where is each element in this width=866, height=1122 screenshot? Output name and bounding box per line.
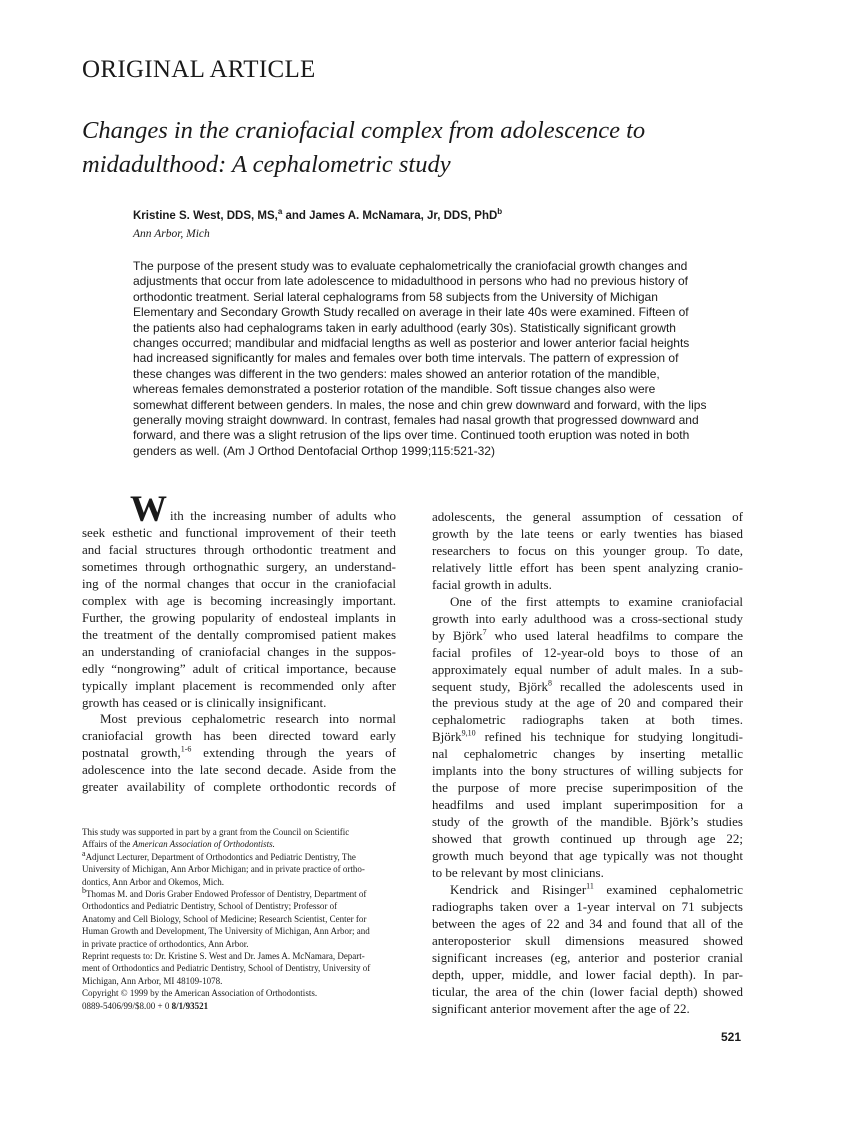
drop-cap: W — [130, 489, 167, 530]
abstract-line: genders as well. (Am J Orthod Dentofacial Orthop 1999;115:521-32) — [133, 443, 495, 458]
body-text: sequent study, Björk — [432, 678, 548, 694]
abstract-line: had increased significantly for males and females over both time intervals. The pattern of expression of — [133, 351, 679, 366]
body-line-with-citation — [432, 679, 743, 696]
body-text: examined cephalometric — [606, 881, 743, 897]
body-line-with-citation — [432, 729, 743, 746]
body-line: Most previous cephalometric research into normal — [100, 711, 396, 727]
affiliation-marker-b: b — [497, 207, 503, 217]
abstract — [133, 259, 745, 459]
footnotes — [82, 826, 398, 1012]
body-line: the purpose of more precise superimposition of the — [432, 780, 743, 796]
citation[interactable]: 9,10 — [461, 729, 476, 739]
body-line: implants into the bony structures of willing subjects for — [432, 763, 743, 779]
body-line: to be relevant by most clinicians. — [432, 865, 604, 881]
body-text: extending through the years of — [191, 745, 397, 761]
abstract-line: generally moving straight downward. In contrast, females had nasal growth that progressed downward and — [133, 413, 699, 428]
author-2: and James A. McNamara, Jr, DDS, PhD — [285, 210, 498, 222]
body-line: between the ages of 22 and 34 and found that all of the — [432, 915, 743, 931]
body-line: study of the growth of the mandible. Björk’s studies — [432, 814, 743, 830]
abstract-line: orthodontic treatment. Serial lateral cephalograms from 58 subjects from the University of Michigan — [133, 289, 658, 304]
body-text: refined his technique for studying longitudi- — [484, 729, 744, 745]
body-text: postnatal growth, — [82, 745, 181, 761]
body-line: adolescence into the late second decade. Aside from the — [82, 762, 396, 778]
body-line: relatively little effort has been spent analyzing cranio- — [432, 559, 743, 575]
affiliation-marker-a: a — [277, 207, 283, 217]
citation[interactable]: 7 — [482, 627, 487, 637]
citation[interactable]: 1-6 — [180, 745, 192, 755]
footnote-text: Thomas M. and Doris Graber Endowed Professor of Dentistry, Department of — [86, 889, 367, 900]
body-line-with-citation — [432, 628, 743, 645]
abstract-line: Elementary and Secondary Growth Study recalled on average in their late 40s were examined. Fifteen of — [133, 305, 689, 320]
body-line: an understanding of craniofacial changes in the suppos- — [82, 643, 396, 659]
body-line: facial profiles of 12-year-old boys to those of an — [432, 644, 743, 660]
footnote-line — [82, 888, 398, 900]
body-line: growth into early adulthood was a cross-sectional study — [432, 610, 743, 626]
body-line: adolescents, the general assumption of cessation of — [432, 509, 743, 524]
author-list — [133, 207, 503, 222]
body-line: cephalometric radiographs taken at both times. — [432, 712, 743, 728]
title-line: midadulthood: A cephalometric study — [82, 151, 451, 178]
abstract-line: somewhat different between genders. In males, the nose and chin grew downward and forward, with the lips — [133, 397, 707, 412]
footnote-text: Affairs of the — [82, 839, 133, 850]
abstract-line: forward, and there was a slight retrusion of the lips over time. Continued tooth eruption was noted in both — [133, 428, 690, 443]
abstract-line: changes occurred; mandibular and midfacial lengths as well as posterior and lower anterior facial heights — [133, 336, 690, 351]
body-column-right — [432, 509, 743, 1018]
footnote-line: This study was supported in part by a grant from the Council on Scientific — [82, 827, 350, 837]
footnote-line: University of Michigan, Ann Arbor Michigan; and in private practice of ortho- — [82, 864, 365, 875]
footnote-line: Anatomy and Cell Biology, School of Medicine; Research Scientist, Center for — [82, 913, 367, 924]
body-line: significant anterior movement after the age of 22. — [432, 1000, 690, 1016]
body-line: radiographs taken over a 1-year interval on 71 subjects — [432, 898, 743, 914]
author-location: Ann Arbor, Mich — [133, 228, 210, 240]
article-code: 8/1/93521 — [171, 1000, 209, 1011]
body-line: sometimes through orthognathic surgery, an understand- — [82, 558, 396, 574]
abstract-line: adjustments that occur from late adolescence to midadulthood in persons who had no previous history of — [133, 274, 688, 289]
body-line: ith the increasing number of adults who — [170, 508, 396, 523]
body-text: Kendrick and Risinger — [450, 881, 587, 897]
body-line: approximately equal number of adult males. In a sub- — [432, 661, 743, 677]
footnote-line: Human Growth and Development, The University of Michigan, Ann Arbor; and — [82, 926, 370, 937]
body-line: nal cephalometric changes by inserting metallic — [432, 746, 743, 762]
body-line: typically implant placement is recommended only after — [82, 677, 396, 693]
body-line: showed that growth continued up through age 22; — [432, 831, 743, 847]
abstract-line: these changes was different in the two genders: males showed an anterior rotation of the mandible, — [133, 366, 660, 381]
body-line: edly “nongrowing” adult of critical importance, because — [82, 660, 396, 676]
footnote-text-italic: American Association of Orthodontists. — [132, 839, 275, 850]
footnote-line: Michigan, Ann Arbor, MI 48109-1078. — [82, 975, 223, 986]
body-line: complex with age is becoming increasingly important. — [82, 592, 396, 608]
body-line: depth, upper, middle, and lower facial depth). In par- — [432, 966, 743, 982]
section-label: ORIGINAL ARTICLE — [82, 56, 316, 83]
citation[interactable]: 8 — [547, 678, 552, 688]
body-line: researchers to focus on this younger group. To date, — [432, 542, 743, 558]
footnote-line: ment of Orthodontics and Pediatric Dentistry, School of Dentistry, University of — [82, 963, 371, 974]
body-line: ticular, the area of the chin (lower facial depth) showed — [432, 983, 743, 999]
body-text: by Björk — [432, 627, 483, 643]
body-text: Björk — [432, 729, 462, 745]
footnote-line: in private practice of orthodontics, Ann Arbor. — [82, 938, 249, 949]
body-line: One of the first attempts to examine craniofacial — [450, 593, 743, 609]
body-line: facial growth in adults. — [432, 576, 552, 592]
body-line-with-citation — [82, 745, 396, 762]
body-line: Further, the growing popularity of endosteal implants in — [82, 609, 396, 625]
citation[interactable]: 11 — [586, 881, 594, 891]
body-line: the previous study at the age of 20 and compared their — [432, 695, 743, 711]
body-line: and facial structures through orthodontic treatment and — [82, 541, 396, 557]
author-1: Kristine S. West, DDS, MS, — [133, 210, 278, 222]
body-line: growth by the late teens or early twenties has biased — [432, 525, 743, 541]
footnote-marker-a: a — [82, 848, 86, 858]
abstract-line: the patients also had cephalograms taken in early adulthood (early 30s). Statistically significant growth — [133, 320, 676, 335]
body-line: significant increases (eg, anterior and posterior cranial — [432, 949, 743, 965]
body-text: lateral headfilms to compare the — [556, 627, 744, 643]
body-text: who used — [486, 627, 549, 643]
issn: 0889-5406/99/$8.00 + 0 — [82, 1000, 172, 1011]
body-line-with-citation — [432, 882, 743, 899]
footnote-line — [82, 838, 398, 850]
abstract-line: The purpose of the present study was to evaluate cephalometrically the craniofacial growth changes and — [133, 259, 688, 273]
footnote-text: Adjunct Lecturer, Department of Orthodontics and Pediatric Dentistry, The — [85, 851, 356, 862]
opening-paragraph-start — [82, 489, 396, 530]
footnote-line: dontics, Ann Arbor and Okemos, Mich. — [82, 876, 224, 887]
footnote-marker-b: b — [82, 886, 86, 896]
body-line: seek esthetic and functional improvement of their teeth — [82, 525, 396, 540]
body-line: greater availability of complete orthodontic records of — [82, 779, 396, 795]
abstract-line: whereas females demonstrated a posterior rotation of the mandible. Soft tissue changes also were — [133, 382, 656, 397]
title-line: Changes in the craniofacial complex from adolescence to — [82, 117, 646, 144]
copyright-line: Copyright © 1999 by the American Association of Orthodontists. — [82, 988, 318, 999]
article-title — [82, 114, 762, 182]
body-line: growth much beyond that age typically was not thought — [432, 848, 743, 864]
body-line: growth has ceased or is clinically insignificant. — [82, 694, 327, 710]
footnote-line — [82, 848, 398, 863]
body-line: anteroposterior skull dimensions measured showed — [432, 932, 743, 948]
page-number: 521 — [721, 1030, 742, 1044]
body-line: the treatment of the dentally compromised patient makes — [82, 626, 396, 642]
body-text: recalled the adolescents used in — [560, 678, 743, 694]
body-line: craniofacial growth has been directed toward early — [82, 728, 396, 744]
body-line: ing of the normal changes that occur in the craniofacial — [82, 575, 396, 591]
body-column-left — [82, 489, 397, 796]
issn-line — [82, 1000, 398, 1012]
footnote-line: Reprint requests to: Dr. Kristine S. West and Dr. James A. McNamara, Depart- — [82, 951, 365, 962]
body-line: headfilms and used implant superimposition for a — [432, 797, 743, 813]
footnote-line: Orthodontics and Pediatric Dentistry, School of Dentistry; Professor of — [82, 901, 338, 912]
